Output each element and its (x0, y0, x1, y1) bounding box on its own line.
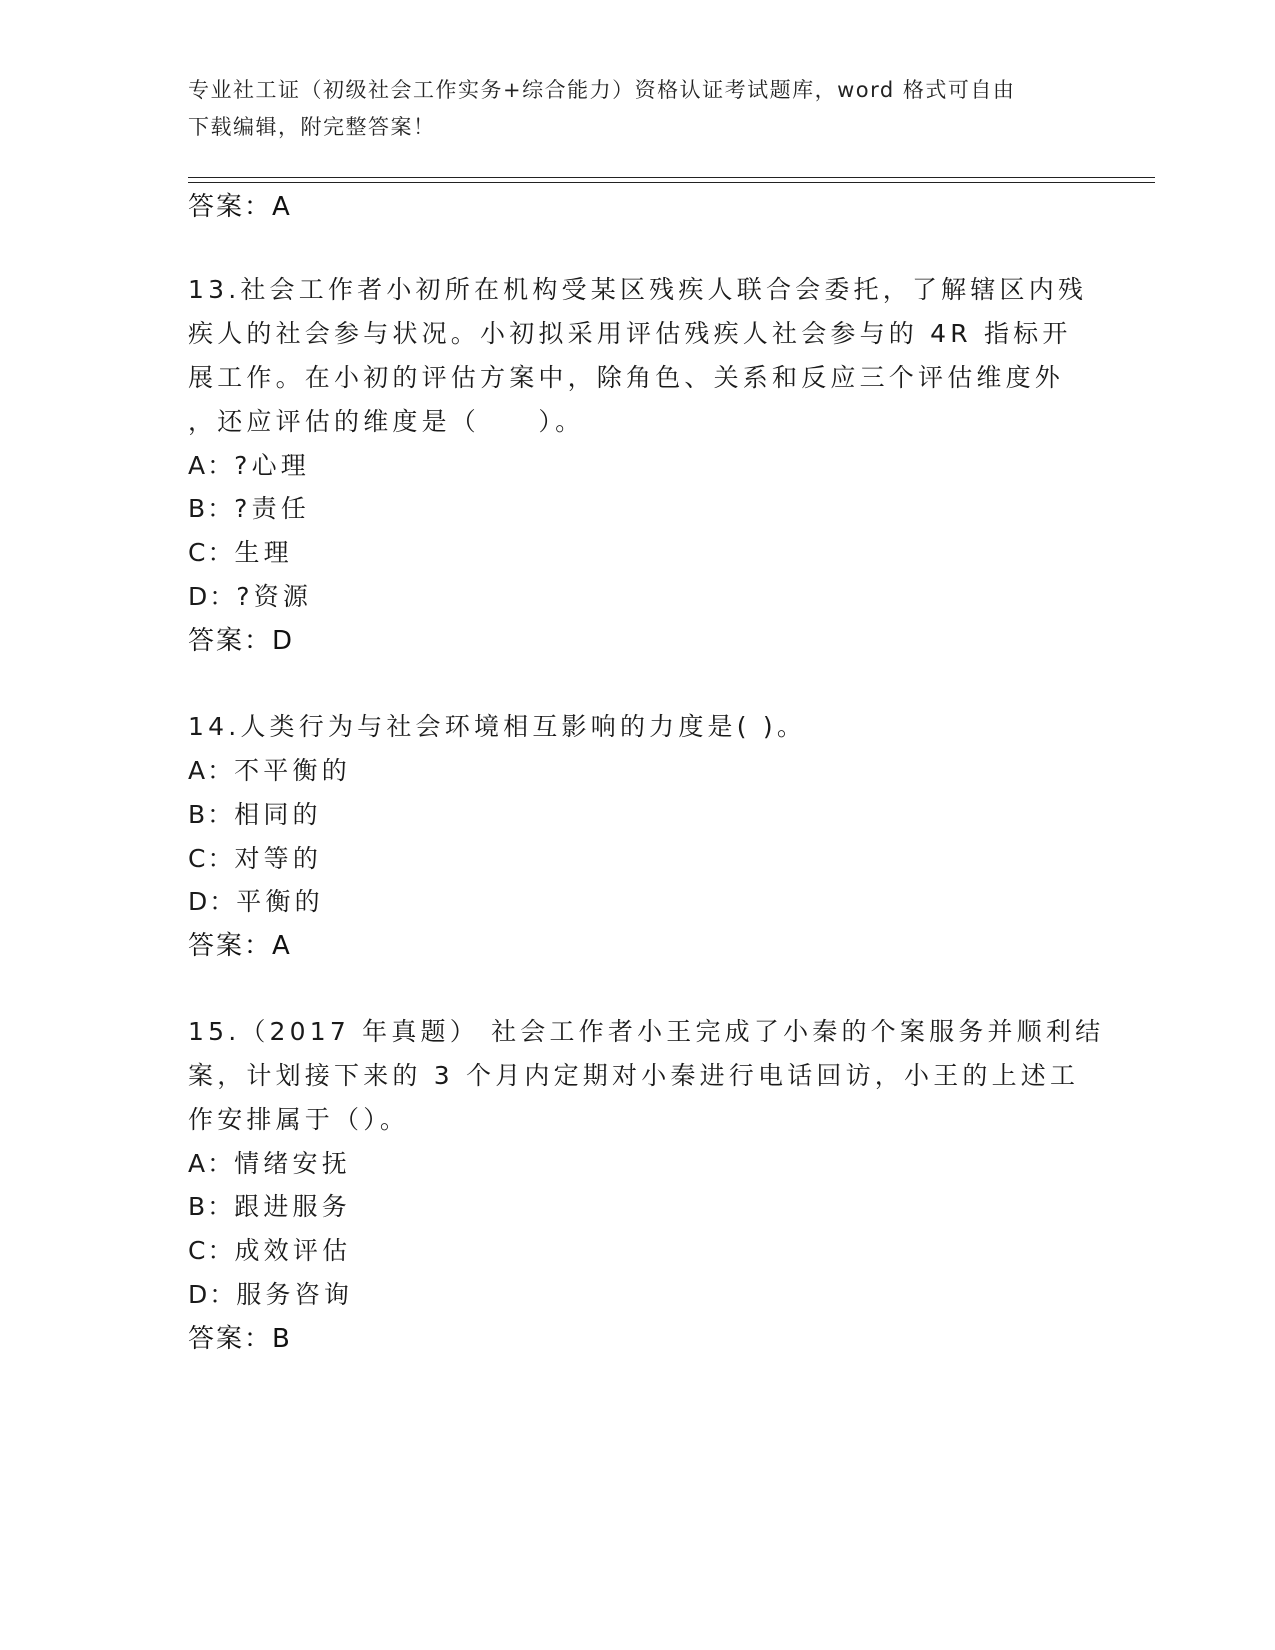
q15-option-c (188, 1236, 351, 1266)
option-text: ?心理 (234, 451, 310, 480)
q13-stem-line-3: 展工作。在小初的评估方案中，除角色、关系和反应三个评估维度外 (188, 363, 1065, 392)
option-key: B： (188, 800, 235, 829)
q13-option-d (188, 582, 312, 612)
option-key: D： (188, 887, 237, 916)
q15-stem-line-2: 案，计划接下来的 3 个月内定期对小秦进行电话回访，小王的上述工 (188, 1061, 1080, 1090)
option-text: 平衡的 (236, 887, 324, 916)
header-line-1: 专业社工证（初级社会工作实务+综合能力）资格认证考试题库，word 格式可自由 (188, 78, 1016, 102)
option-text: ?资源 (236, 582, 313, 611)
q15-stem-line-3: 作安排属于（）。 (188, 1105, 410, 1134)
option-text: 情绪安抚 (234, 1149, 351, 1178)
q13-option-c (188, 538, 293, 568)
document-header (188, 72, 1088, 146)
option-key: D： (188, 582, 237, 611)
header-divider-top (188, 177, 1155, 178)
q15-option-d (188, 1280, 353, 1310)
option-text: 相同的 (234, 800, 322, 829)
option-key: B： (188, 494, 235, 523)
option-text: 生理 (234, 538, 293, 567)
previous-answer: 答案：A (188, 192, 292, 222)
q13-stem-line-4: ，还应评估的维度是（ ）。 (188, 407, 585, 436)
option-key: A： (188, 451, 235, 480)
option-key: C： (188, 1236, 235, 1265)
q14-option-a (188, 756, 351, 786)
q13-answer: 答案：D (188, 626, 295, 656)
option-key: C： (188, 538, 235, 567)
header-divider-bottom (188, 182, 1155, 183)
q14-option-d (188, 887, 324, 917)
option-text: 不平衡的 (234, 756, 351, 785)
q13-stem-line-2: 疾人的社会参与状况。小初拟采用评估残疾人社会参与的 4R 指标开 (188, 319, 1072, 348)
q14-stem-line-1: 14.人类行为与社会环境相互影响的力度是( )。 (188, 712, 807, 741)
q14-option-b (188, 800, 322, 830)
option-key: B： (188, 1192, 235, 1221)
option-key: A： (188, 756, 235, 785)
q15-option-b (188, 1192, 351, 1222)
q14-answer: 答案：A (188, 931, 292, 961)
option-key: D： (188, 1280, 237, 1309)
q13-stem-line-1: 13.社会工作者小初所在机构受某区残疾人联合会委托，了解辖区内残 (188, 275, 1088, 304)
option-text: 跟进服务 (234, 1192, 351, 1221)
option-text: 服务咨询 (236, 1280, 354, 1309)
q14-option-c (188, 844, 322, 874)
option-text: 成效评估 (234, 1236, 352, 1265)
q13-option-b (188, 494, 310, 524)
q15-answer: 答案：B (188, 1324, 292, 1354)
q15-option-a (188, 1149, 351, 1179)
header-line-2: 下载编辑，附完整答案！ (188, 115, 436, 139)
option-key: C： (188, 844, 235, 873)
option-key: A： (188, 1149, 235, 1178)
q13-option-a (188, 451, 310, 481)
q15-stem-line-1: 15.（2017 年真题） 社会工作者小王完成了小秦的个案服务并顺利结 (188, 1017, 1105, 1046)
option-text: ?责任 (234, 494, 311, 523)
option-text: 对等的 (234, 844, 323, 873)
